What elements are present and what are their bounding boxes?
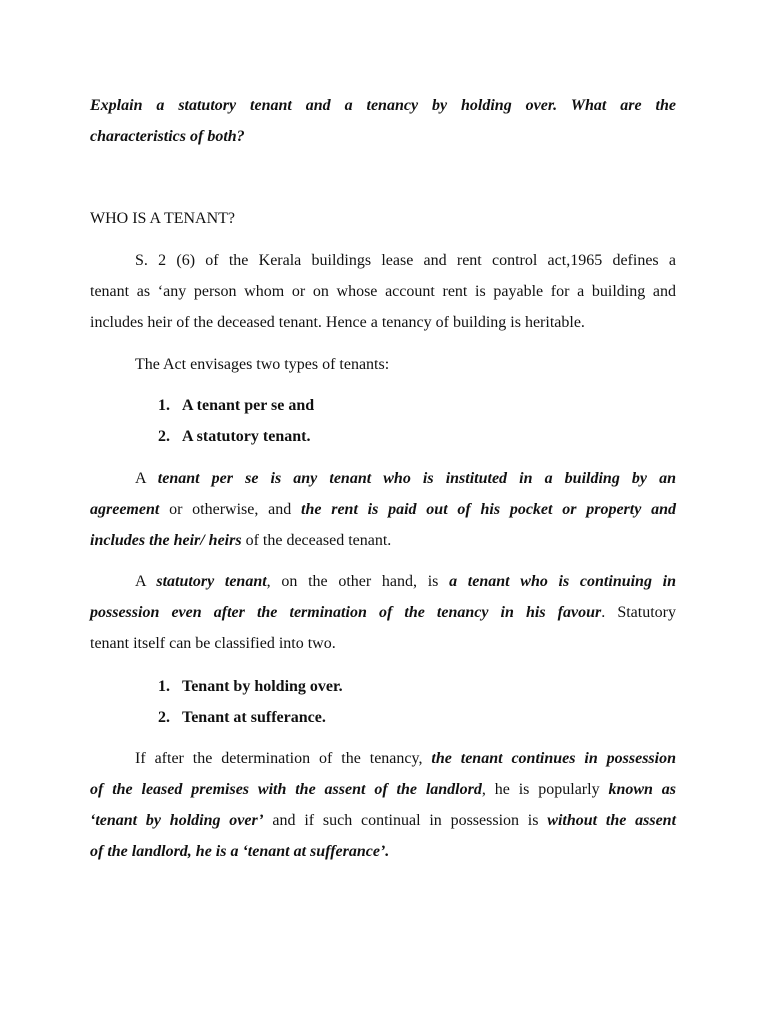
statutory-types-list	[158, 671, 343, 733]
statutory-line-3: tenant itself can be classified into two.	[90, 635, 336, 652]
statutory-line-1: A statutory tenant, on the other hand, is a tenant who is continuing in	[135, 573, 676, 590]
holding-line-4: of the landlord, he is a ‘tenant at sufferance’.	[90, 843, 390, 860]
definition-line-3: includes heir of the deceased tenant. Hence a tenancy of building is heritable.	[90, 314, 585, 331]
question-line-2: characteristics of both?	[90, 128, 245, 145]
statutory-line-2: possession even after the termination of the tenancy in his favour. Statutory	[90, 604, 676, 621]
types-intro: The Act envisages two types of tenants:	[135, 356, 390, 373]
list-item: 1. Tenant by holding over.	[158, 678, 343, 695]
per-se-line-3: includes the heir/ heirs of the deceased tenant.	[90, 532, 392, 549]
per-se-line-1: A tenant per se is any tenant who is instituted in a building by an	[135, 470, 677, 487]
question-line-1: Explain a statutory tenant and a tenancy by holding over. What are the	[90, 97, 676, 114]
tenant-per-se-paragraph	[90, 463, 676, 556]
question	[90, 90, 676, 152]
holding-line-2: of the leased premises with the assent of the landlord, he is popularly known as	[90, 781, 677, 798]
list-item: 2. Tenant at sufferance.	[158, 709, 326, 726]
per-se-line-2: agreement or otherwise, and the rent is paid out of his pocket or property and	[90, 501, 676, 518]
section-heading: WHO IS A TENANT?	[90, 210, 236, 227]
tenant-types-list	[158, 390, 314, 452]
statutory-tenant-paragraph	[90, 566, 676, 659]
definition-paragraph	[90, 245, 676, 338]
holding-line-3: ‘tenant by holding over’ and if such continual in possession is without the assent	[90, 812, 677, 829]
definition-line-1: S. 2 (6) of the Kerala buildings lease and rent control act,1965 defines a	[135, 252, 676, 269]
definition-line-2: tenant as ‘any person whom or on whose account rent is payable for a building and	[90, 283, 676, 300]
holding-over-paragraph	[90, 743, 676, 867]
list-item: 1. A tenant per se and	[158, 397, 315, 414]
list-item: 2. A statutory tenant.	[158, 428, 311, 445]
holding-line-1: If after the determination of the tenancy, the tenant continues in possession	[135, 750, 677, 767]
